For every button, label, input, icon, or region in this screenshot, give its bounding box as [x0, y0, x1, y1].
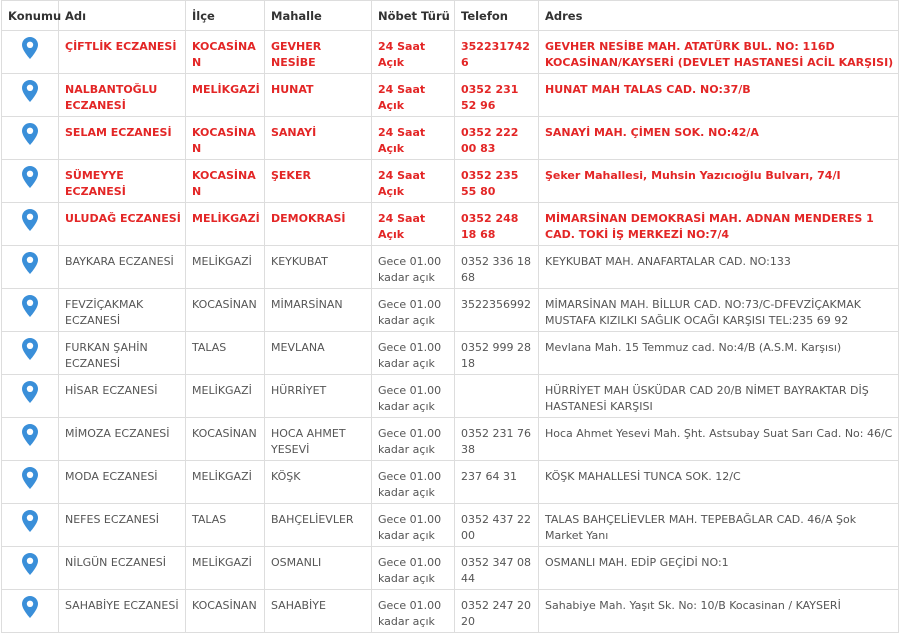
pharmacy-name: HİSAR ECZANESİ [59, 375, 186, 418]
neighborhood: ŞEKER [265, 160, 372, 203]
map-pin-icon[interactable] [22, 123, 38, 145]
header-adres: Adres [539, 1, 899, 31]
neighborhood: KEYKUBAT [265, 246, 372, 289]
duty-type: Gece 01.00 kadar açık [372, 375, 455, 418]
neighborhood: BAHÇELİEVLER [265, 504, 372, 547]
map-pin-icon[interactable] [22, 338, 38, 360]
phone-number: 0352 247 20 20 [455, 590, 539, 633]
header-telefon: Telefon [455, 1, 539, 31]
address: MİMARSİNAN DEMOKRASİ MAH. ADNAN MENDERES 1 CAD. TOKİ İŞ MERKEZİ NO:7/4 [539, 203, 899, 246]
neighborhood: SANAYİ [265, 117, 372, 160]
map-pin-icon[interactable] [22, 467, 38, 489]
table-row [2, 418, 899, 461]
pharmacy-name: BAYKARA ECZANESİ [59, 246, 186, 289]
location-cell [2, 418, 59, 461]
district: KOCASİNAN [186, 31, 265, 74]
table-row [2, 289, 899, 332]
map-pin-icon[interactable] [22, 80, 38, 102]
location-cell [2, 504, 59, 547]
table-row [2, 31, 899, 74]
map-pin-icon[interactable] [22, 295, 38, 317]
address: Şeker Mahallesi, Muhsin Yazıcıoğlu Bulvarı, 74/I [539, 160, 899, 203]
neighborhood: HÜRRİYET [265, 375, 372, 418]
location-cell [2, 74, 59, 117]
neighborhood: GEVHER NESİBE [265, 31, 372, 74]
neighborhood: HOCA AHMET YESEVİ [265, 418, 372, 461]
location-cell [2, 203, 59, 246]
phone-number: 0352 222 00 83 [455, 117, 539, 160]
address: KÖŞK MAHALLESİ TUNCA SOK. 12/C [539, 461, 899, 504]
phone-number: 0352 231 76 38 [455, 418, 539, 461]
pharmacy-name: FEVZİÇAKMAK ECZANESİ [59, 289, 186, 332]
header-konum: Konumu [2, 1, 59, 31]
pharmacy-name: SELAM ECZANESİ [59, 117, 186, 160]
map-pin-icon[interactable] [22, 596, 38, 618]
district: MELİKGAZİ [186, 246, 265, 289]
map-pin-icon[interactable] [22, 381, 38, 403]
neighborhood: HUNAT [265, 74, 372, 117]
duty-type: 24 Saat Açık [372, 160, 455, 203]
map-pin-icon[interactable] [22, 209, 38, 231]
location-cell [2, 375, 59, 418]
pharmacy-name: NEFES ECZANESİ [59, 504, 186, 547]
location-cell [2, 547, 59, 590]
district: KOCASİNAN [186, 590, 265, 633]
table-body [2, 31, 899, 633]
table-row [2, 547, 899, 590]
phone-number: 237 64 31 [455, 461, 539, 504]
location-cell [2, 117, 59, 160]
duty-type: 24 Saat Açık [372, 203, 455, 246]
location-cell [2, 246, 59, 289]
header-ilce: İlçe [186, 1, 265, 31]
district: MELİKGAZİ [186, 203, 265, 246]
duty-type: 24 Saat Açık [372, 74, 455, 117]
duty-type: Gece 01.00 kadar açık [372, 590, 455, 633]
pharmacy-name: MİMOZA ECZANESİ [59, 418, 186, 461]
address: Sahabiye Mah. Yaşıt Sk. No: 10/B Kocasinan / KAYSERİ [539, 590, 899, 633]
table-row [2, 332, 899, 375]
district: MELİKGAZİ [186, 461, 265, 504]
map-pin-icon[interactable] [22, 510, 38, 532]
phone-number: 3522356992 [455, 289, 539, 332]
map-pin-icon[interactable] [22, 553, 38, 575]
neighborhood: DEMOKRASİ [265, 203, 372, 246]
district: MELİKGAZİ [186, 547, 265, 590]
district: KOCASİNAN [186, 160, 265, 203]
phone-number: 0352 235 55 80 [455, 160, 539, 203]
table-row [2, 203, 899, 246]
table-row [2, 74, 899, 117]
location-cell [2, 160, 59, 203]
district: MELİKGAZİ [186, 74, 265, 117]
pharmacy-name: FURKAN ŞAHİN ECZANESİ [59, 332, 186, 375]
map-pin-icon[interactable] [22, 424, 38, 446]
table-row [2, 504, 899, 547]
phone-number: 0352 248 18 68 [455, 203, 539, 246]
location-cell [2, 590, 59, 633]
duty-type: Gece 01.00 kadar açık [372, 547, 455, 590]
location-cell [2, 461, 59, 504]
location-cell [2, 332, 59, 375]
address: GEVHER NESİBE MAH. ATATÜRK BUL. NO: 116D KOCASİNAN/KAYSERİ (DEVLET HASTANESİ ACİL KARŞISI) [539, 31, 899, 74]
district: MELİKGAZİ [186, 375, 265, 418]
district: TALAS [186, 504, 265, 547]
pharmacy-name: NİLGÜN ECZANESİ [59, 547, 186, 590]
header-mahalle: Mahalle [265, 1, 372, 31]
duty-type: Gece 01.00 kadar açık [372, 418, 455, 461]
location-cell [2, 289, 59, 332]
duty-type: Gece 01.00 kadar açık [372, 504, 455, 547]
district: TALAS [186, 332, 265, 375]
phone-number: 0352 437 22 00 [455, 504, 539, 547]
pharmacy-name: SAHABİYE ECZANESİ [59, 590, 186, 633]
phone-number: 0352 336 18 68 [455, 246, 539, 289]
header-nobet-turu: Nöbet Türü [372, 1, 455, 31]
pharmacy-table [1, 0, 899, 633]
header-adi: Adı [59, 1, 186, 31]
district: KOCASİNAN [186, 289, 265, 332]
duty-type: Gece 01.00 kadar açık [372, 332, 455, 375]
neighborhood: MEVLANA [265, 332, 372, 375]
address: Hoca Ahmet Yesevi Mah. Şht. Astsubay Suat Sarı Cad. No: 46/C [539, 418, 899, 461]
address: MİMARSİNAN MAH. BİLLUR CAD. NO:73/C-DFEVZİÇAKMAK MUSTAFA KIZILKI SAĞLIK OCAĞI KARŞISI TEL:235 69 92 [539, 289, 899, 332]
address: Mevlana Mah. 15 Temmuz cad. No:4/B (A.S.M. Karşısı) [539, 332, 899, 375]
table-row [2, 461, 899, 504]
table-row [2, 160, 899, 203]
district: KOCASİNAN [186, 418, 265, 461]
phone-number [455, 375, 539, 418]
address: HÜRRİYET MAH ÜSKÜDAR CAD 20/B NİMET BAYRAKTAR DİŞ HASTANESİ KARŞISI [539, 375, 899, 418]
duty-type: Gece 01.00 kadar açık [372, 289, 455, 332]
duty-type: Gece 01.00 kadar açık [372, 246, 455, 289]
address: HUNAT MAH TALAS CAD. NO:37/B [539, 74, 899, 117]
district: KOCASİNAN [186, 117, 265, 160]
phone-number: 0352 231 52 96 [455, 74, 539, 117]
pharmacy-name: SÜMEYYE ECZANESİ [59, 160, 186, 203]
map-pin-icon[interactable] [22, 37, 38, 59]
pharmacy-name: NALBANTOĞLU ECZANESİ [59, 74, 186, 117]
neighborhood: KÖŞK [265, 461, 372, 504]
table-header-row [2, 1, 899, 31]
pharmacy-name: ÇİFTLİK ECZANESİ [59, 31, 186, 74]
duty-type: 24 Saat Açık [372, 117, 455, 160]
duty-type: 24 Saat Açık [372, 31, 455, 74]
table-row [2, 246, 899, 289]
phone-number: 0352 347 08 44 [455, 547, 539, 590]
address: TALAS BAHÇELİEVLER MAH. TEPEBAĞLAR CAD. 46/A Şok Market Yanı [539, 504, 899, 547]
address: SANAYİ MAH. ÇİMEN SOK. NO:42/A [539, 117, 899, 160]
table-row [2, 117, 899, 160]
neighborhood: OSMANLI [265, 547, 372, 590]
pharmacy-name: ULUDAĞ ECZANESİ [59, 203, 186, 246]
pharmacy-name: MODA ECZANESİ [59, 461, 186, 504]
phone-number: 0352 999 28 18 [455, 332, 539, 375]
map-pin-icon[interactable] [22, 252, 38, 274]
neighborhood: MİMARSİNAN [265, 289, 372, 332]
table-row [2, 590, 899, 633]
neighborhood: SAHABİYE [265, 590, 372, 633]
address: KEYKUBAT MAH. ANAFARTALAR CAD. NO:133 [539, 246, 899, 289]
location-cell [2, 31, 59, 74]
duty-type: Gece 01.00 kadar açık [372, 461, 455, 504]
phone-number: 3522317426 [455, 31, 539, 74]
table-row [2, 375, 899, 418]
address: OSMANLI MAH. EDİP GEÇİDİ NO:1 [539, 547, 899, 590]
map-pin-icon[interactable] [22, 166, 38, 188]
